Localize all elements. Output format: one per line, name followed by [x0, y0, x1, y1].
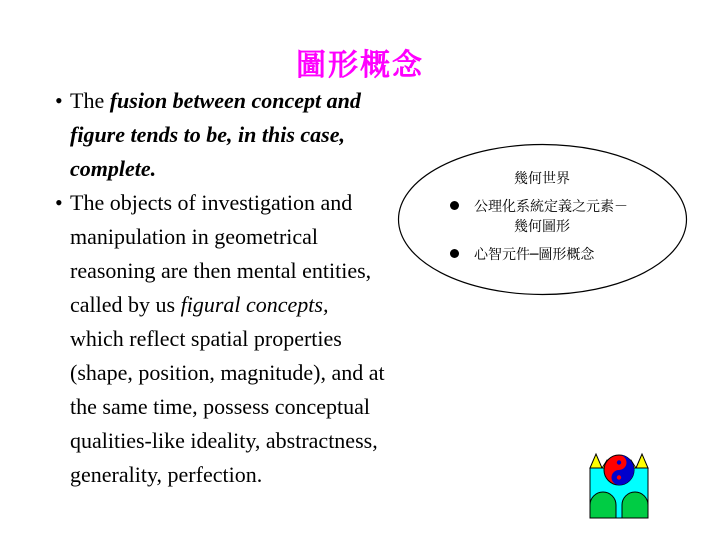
body-text: [55, 84, 435, 492]
bullet2-line-9: generality, perfection.: [70, 462, 263, 487]
bullet1-prefix: The: [70, 88, 110, 113]
diagram-item-1-line-1: 公理化系統定義之元素－: [474, 199, 628, 215]
bullet2-line-5: which reflect spatial properties: [70, 326, 342, 351]
bullet-1: [55, 84, 435, 186]
bullet1-emph-2: figure tends to be, in this case,: [70, 122, 346, 147]
bullet-dot: •: [55, 190, 63, 215]
bullet1-emph-3: complete.: [70, 156, 157, 181]
bullet1-emph-1: fusion between concept and: [109, 88, 361, 113]
bullet2-line-1: The objects of investigation and: [70, 190, 353, 215]
bullet2-line-6: (shape, position, magnitude), and at: [70, 360, 385, 385]
bullet2-line-4-prefix: called by us: [70, 292, 181, 317]
bullet2-line-7: the same time, possess conceptual: [70, 394, 370, 419]
diagram-item-1-line-2: 幾何圖形: [514, 219, 570, 235]
diagram-title: 幾何世界: [514, 171, 570, 187]
bullet-dot: •: [55, 88, 63, 113]
diagram-bullet-dot: [450, 201, 459, 210]
bullet-2: [55, 186, 435, 492]
bullet2-line-4-emph: figural concepts,: [180, 292, 329, 317]
diagram-item-2: 心智元件─圖形概念: [474, 247, 595, 263]
bullet2-line-3: reasoning are then mental entities,: [70, 258, 372, 283]
yin-yang-logo: [587, 450, 651, 520]
bullet2-line-8: qualities-like ideality, abstractness,: [70, 428, 378, 453]
bullet2-line-2: manipulation in geometrical: [70, 224, 319, 249]
slide-title: 圖形概念: [296, 48, 424, 83]
diagram-bullet-dot: [450, 249, 459, 258]
